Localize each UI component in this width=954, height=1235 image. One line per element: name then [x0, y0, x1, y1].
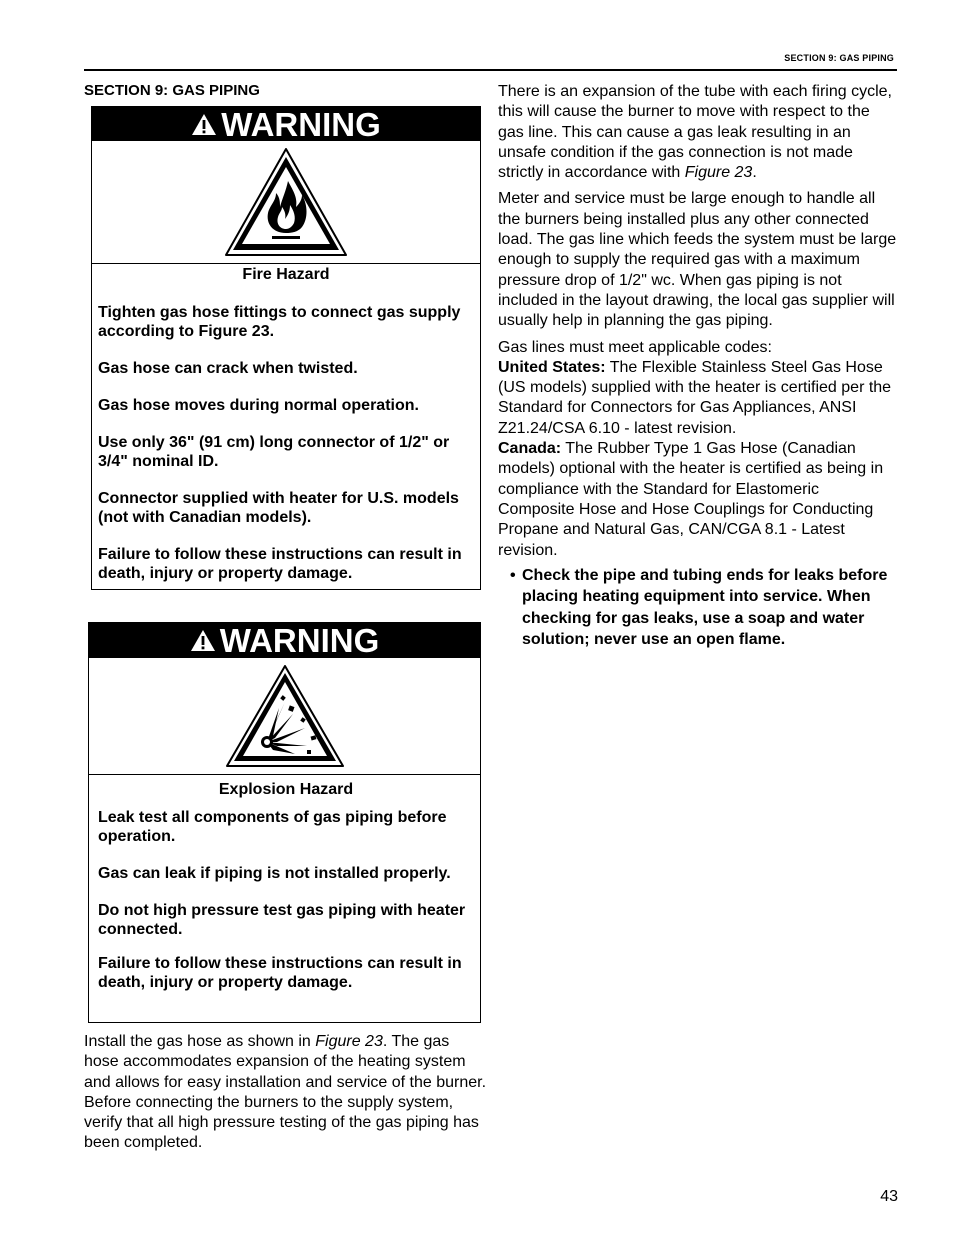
install-paragraph: Install the gas hose as shown in Figure 23. The gas hose accommodates expansion of the heating system and allows for easy installation and service of the burner. Before connecting the burners to the supply system, verify that all high pressure testing of the gas piping has been completed. [84, 1033, 487, 1152]
hazard-title: Fire Hazard [242, 266, 330, 283]
warning-label: WARNING [221, 105, 381, 143]
header-rule [84, 69, 897, 71]
page-number: 43 [880, 1188, 898, 1205]
warning-item: Gas hose can crack when twisted. [98, 360, 358, 377]
section-title: SECTION 9: GAS PIPING [84, 82, 260, 99]
meter-paragraph: Meter and service must be large enough to handle all the burners being installed plus any other connected load. The gas line which feeds the system must be large enough to supply the required gas with a maximum pressure drop of 1/2" wc. When gas piping is not included in the layout drawing, the local gas supplier will usually help in planning the gas piping. [498, 190, 897, 330]
fire-hazard-icon [222, 145, 350, 259]
codes-intro: Gas lines must meet applicable codes: [498, 338, 772, 356]
explosion-symbol-panel [89, 658, 480, 775]
right-column [498, 82, 898, 651]
warning-item: Failure to follow these instructions can result in death, injury or property damage. [98, 955, 462, 991]
leak-check-bullet: • Check the pipe and tubing ends for leaks before placing heating equipment into service. When checking for gas leaks, use a soap and water solution; never use an open flame. [498, 565, 898, 651]
fire-symbol-panel [92, 141, 480, 264]
warning-banner [89, 623, 480, 658]
hazard-title: Explosion Hazard [218, 781, 354, 798]
warning-banner [92, 107, 480, 141]
warning-item: Gas can leak if piping is not installed properly. [98, 865, 451, 882]
warning-item: Leak test all components of gas piping before operation. [98, 809, 447, 845]
figure-reference: Figure 23 [684, 164, 753, 182]
us-code-paragraph: United States: The Flexible Stainless Steel Gas Hose (US models) supplied with the heater is certified per the Standard for Connectors for Gas Appliances, ANSI Z21.24/CSA 6.10 - latest revision. [498, 358, 892, 437]
fire-warning-box [91, 106, 481, 590]
running-head: SECTION 9: GAS PIPING [784, 53, 894, 63]
warning-item: Tighten gas hose fittings to connect gas supply according to Figure 23. [98, 304, 461, 340]
warning-item: Connector supplied with heater for U.S. models (not with Canadian models). [98, 490, 459, 526]
warning-triangle-icon [191, 113, 217, 136]
warning-item: Do not high pressure test gas piping with heater connected. [98, 902, 466, 938]
warning-label: WARNING [219, 622, 380, 659]
figure-reference: Figure 23 [315, 1033, 383, 1050]
canada-code-paragraph: Canada: The Rubber Type 1 Gas Hose (Canadian models) optional with the heater is certified as being in compliance with the Standard for Elastomeric Composite Hose and Hose Couplings for Conducting Propane and Natural Gas, CAN/CGA 8.1 - Latest revision. [498, 440, 884, 559]
warning-triangle-icon [190, 629, 216, 652]
explosion-warning-box [88, 622, 481, 1023]
expansion-paragraph: There is an expansion of the tube with each firing cycle, this will cause the burner to move with respect to the gas line. This can cause a gas leak resulting in an unsafe condition if the gas connection is not made strictly in accordance with Figure 23. [498, 83, 892, 182]
warning-item: Failure to follow these instructions can result in death, injury or property damage. [98, 546, 462, 582]
bullet-icon: • [510, 566, 516, 584]
warning-item: Use only 36" (91 cm) long connector of 1/2" or 3/4" nominal ID. [98, 434, 450, 470]
explosion-hazard-icon [223, 662, 347, 770]
warning-item: Gas hose moves during normal operation. [98, 397, 419, 414]
